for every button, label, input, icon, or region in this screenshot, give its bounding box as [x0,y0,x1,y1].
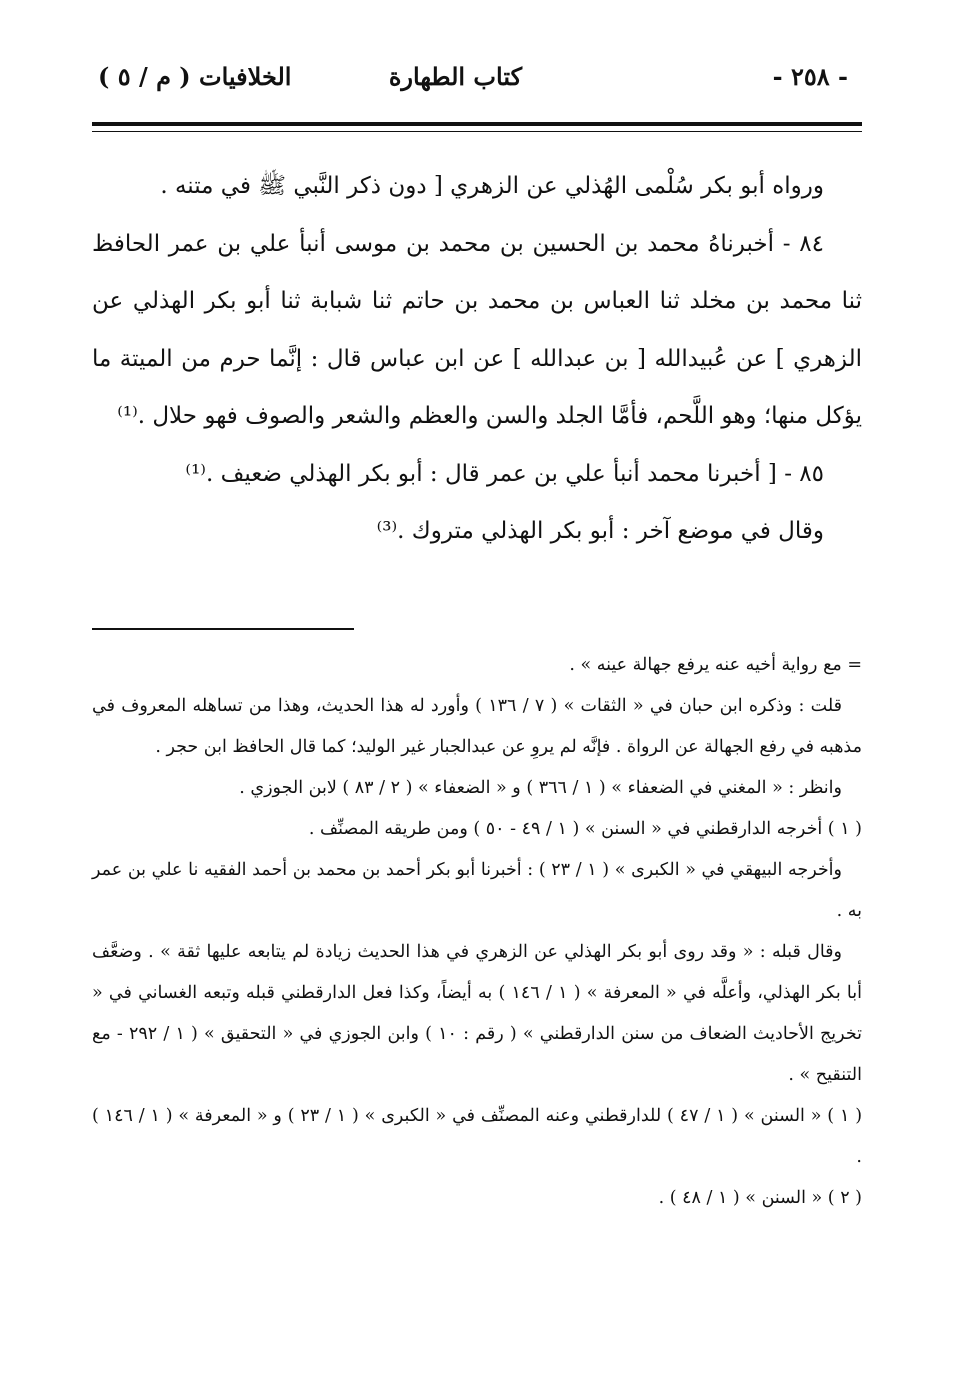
paragraph-narration: ورواه أبو بكر سُلْمى الهُذلي عن الزهري [ دون ذكر النَّبي ﷺ في متنه . [160,173,824,199]
footnote-1: ( ١ ) أخرجه الدارقطني في « السنن » ( ١ / ٤٩ - ٥٠ ) ومن طريقه المصنِّف . [308,819,862,839]
page-number: - ٢٥٨ - [772,62,848,91]
footnote-2: ( ٢ ) « السنن » ( ١ / ٤٨ ) . [658,1188,862,1208]
footnote-1b: ( ١ ) « السنن » ( ١ / ٤٧ ) للدارقطني وعنه المصنِّف في « الكبرى » ( ١ / ٢٣ ) و « المعرفة » ( ١ / ١٤٦ ) . [92,1106,863,1167]
section-title: الخلافيات ( م / ٥ ) [98,62,292,91]
footnote-continuation: = مع رواية أخيه عنه يرفع جهالة عينه » . [569,655,862,675]
main-text [92,158,862,561]
footnote-paragraph: قلت : وذكره ابن حبان في « الثقات » ( ٧ / ١٣٦ ) وأورد له هذا الحديث، وهذا من تساهله المعروف في مذهبه في رفع الجهالة عن الرواة . فإنَّه لم يروِ عن عبدالجبار غير الوليد؛ كما قال الحافظ ابن حجر . [92,696,862,757]
book-page [92,0,862,1377]
footnotes [92,645,862,1219]
footnote-rule [92,628,354,630]
book-title: كتاب الطهارة [388,62,522,91]
footnote-paragraph: وانظر : « المغني في الضعفاء » ( ١ / ٣٦٦ ) و « الضعفاء » ( ٢ / ٨٣ ) لابن الجوزي . [239,778,842,798]
header-rule-thin [92,131,862,132]
header-rule-thick [92,122,862,126]
page-header [92,60,862,100]
paragraph-hadith-84: ٨٤ - أخبرناهُ محمد بن الحسين بن محمد بن موسى أنبأ علي بن عمر الحافظ ثنا محمد بن مخلد ثنا العباس بن محمد بن حاتم ثنا شبابة ثنا أبو بكر الهذلي عن الزهري ] عن عُبيدالله [ بن عبدالله ] عن ابن عباس قال : إنَّما حرم من الميتة ما يؤكل منها؛ وهو اللَّحم، فأمَّا الجلد والسن والعظم والشعر والصوف فهو حلال .⁽¹⁾ [92,230,862,429]
paragraph-other-place: وقال في موضع آخر : أبو بكر الهذلي متروك .⁽³⁾ [376,518,824,544]
paragraph-hadith-85: ٨٥ - [ أخبرنا محمد أنبأ علي بن عمر قال : أبو بكر الهذلي ضعيف .⁽¹⁾ [185,460,824,487]
footnote-paragraph: وأخرجه البيهقي في « الكبرى » ( ١ / ٢٣ ) : أخبرنا أبو بكر أحمد بن محمد بن أحمد الفقيه نا علي بن عمر به . [92,860,862,921]
footnote-paragraph: وقال قبله : « وقد روى أبو بكر الهذلي عن الزهري في هذا الحديث زيادة لم يتابعه عليها ثقة » . وضعَّف أبا بكر الهذلي، وأعلَّه في « المعرفة » ( ١ / ١٤٦ ) به أيضاً، وكذا فعل الدارقطني قبله وتبعه الغساني في « تخريج الأحاديث الضعاف من سنن الدارقطني » ( رقم : ١٠ ) وابن الجوزي في « التحقيق » ( ١ / ٢٩٢ - مع التنقيح » . [92,942,862,1085]
